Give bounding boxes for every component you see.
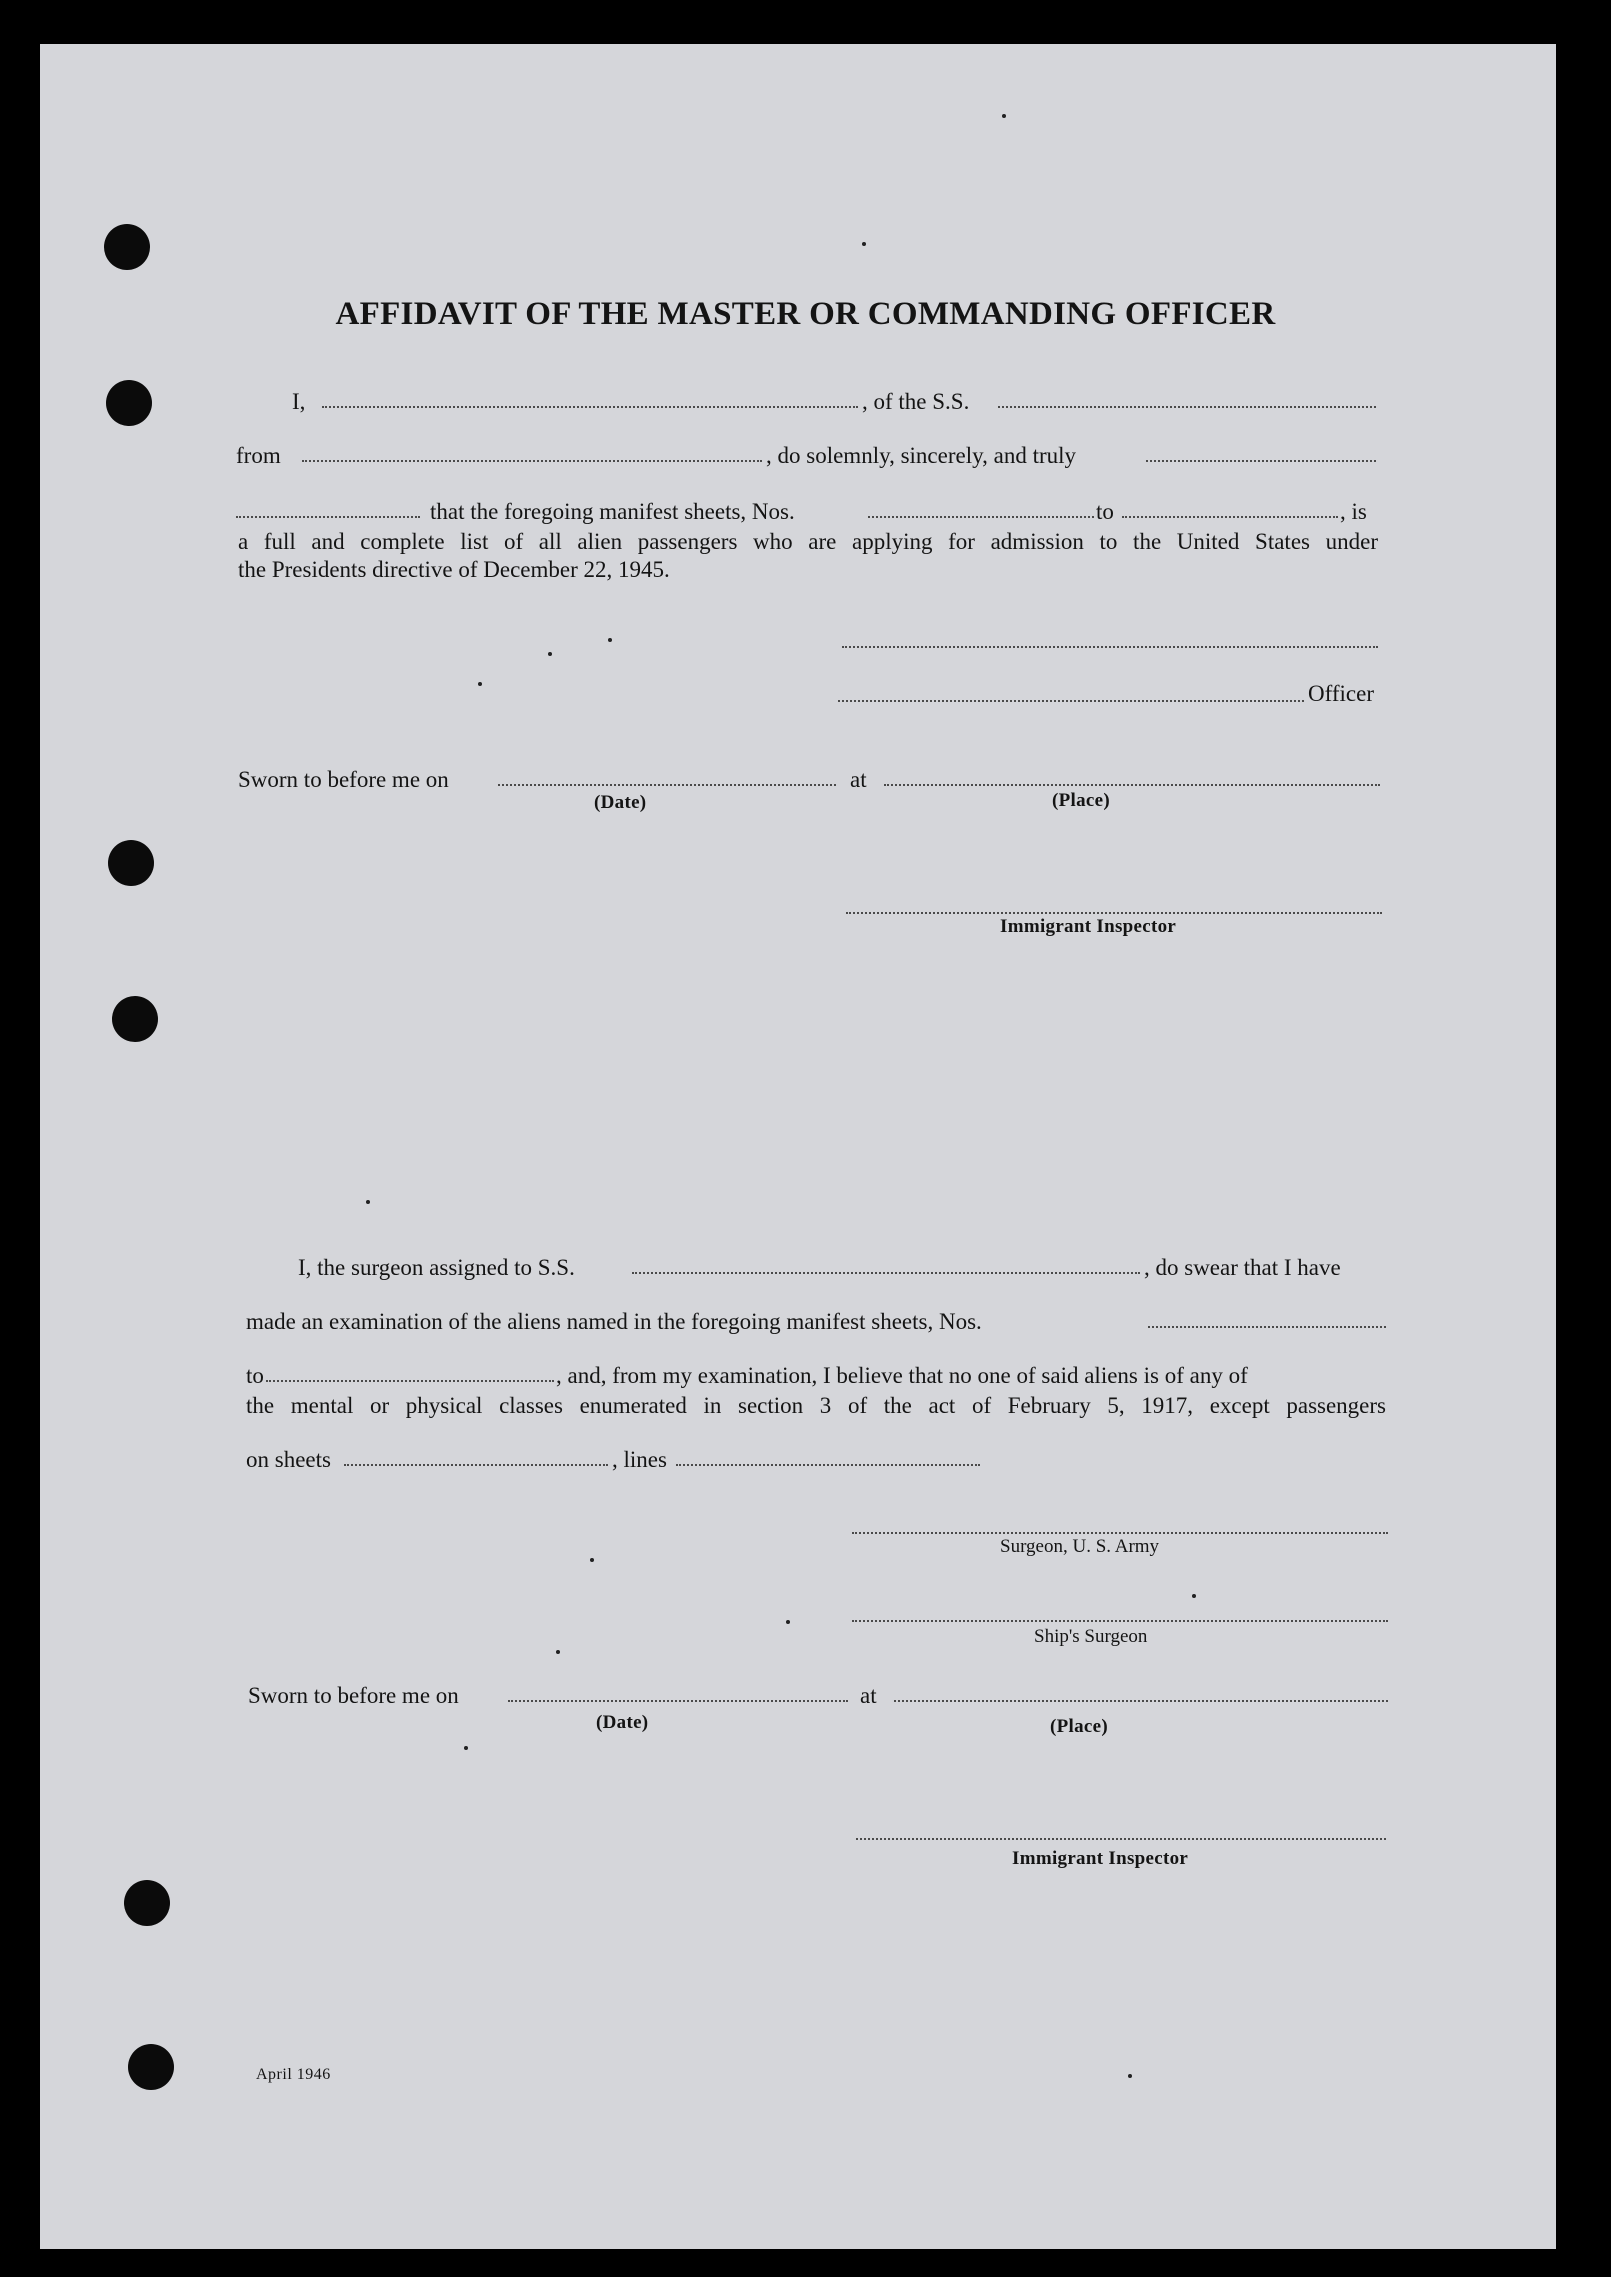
surgeon-l2-text: made an examination of the aliens named in the foregoing manifest sheets, Nos. [246,1309,982,1334]
master-sheets-from-field[interactable] [868,516,1094,518]
master-inspector-signature-line[interactable] [846,912,1382,914]
scan-speck [556,1650,560,1654]
scan-speck [366,1200,370,1204]
master-l1-end: , of the S.S. [862,389,970,414]
surgeon-sheets-to-field[interactable] [266,1380,554,1382]
master-l2-start: from [236,443,281,468]
surgeon-l1-end: , do swear that I have [1144,1255,1341,1280]
master-l1-start: I, [292,389,306,414]
scan-speck [608,638,612,642]
scan-speck [1002,114,1006,118]
surgeon-sworn-place-field[interactable] [894,1700,1388,1702]
master-ship-field[interactable] [998,406,1376,408]
master-signature-line-2[interactable] [838,700,1304,702]
surgeon-l5-start: on sheets [246,1447,331,1472]
scan-speck [548,652,552,656]
master-inspector-label: Immigrant Inspector [1000,916,1177,937]
surgeon-l1-start: I, the surgeon assigned to S.S. [298,1255,575,1280]
master-date-caption: (Date) [594,792,647,813]
binder-hole [124,1880,170,1926]
master-role-field[interactable] [236,516,420,518]
master-l2-end: , do solemnly, sincerely, and truly [766,443,1077,468]
master-line-4: a full and complete list of all alien passengers who are applying for admission to the United States under [238,529,1378,554]
form-page [40,44,1556,2249]
master-truly-field[interactable] [1146,460,1376,462]
master-l3-end: , is [1340,499,1367,524]
surgeon-sworn-start: Sworn to before me on [248,1683,459,1708]
surgeon-sheets-from-field[interactable] [1148,1326,1386,1328]
master-place-caption: (Place) [1052,790,1111,811]
surgeon-on-sheets-field[interactable] [344,1464,608,1466]
scan-speck [590,1558,594,1562]
master-signature-line-1[interactable] [842,646,1378,648]
scan-speck [786,1620,790,1624]
master-sworn-place-field[interactable] [884,784,1380,786]
surgeon-date-caption: (Date) [596,1712,649,1733]
master-sworn-date-field[interactable] [498,784,836,786]
binder-hole [112,996,158,1042]
officer-label: Officer [1308,681,1374,706]
army-surgeon-label: Surgeon, U. S. Army [1000,1536,1160,1557]
army-surgeon-signature-line[interactable] [852,1532,1388,1534]
surgeon-line-4: the mental or physical classes enumerated in section 3 of the act of February 5, 1917, except passengers [246,1393,1386,1418]
surgeon-lines-field[interactable] [676,1464,980,1466]
surgeon-sworn-at: at [860,1683,877,1708]
surgeon-inspector-label: Immigrant Inspector [1012,1848,1189,1869]
master-name-field[interactable] [322,406,858,408]
scan-speck [464,1746,468,1750]
surgeon-l3-end: , and, from my examination, I believe that no one of said aliens is of any of [556,1363,1248,1388]
master-l3-start: that the foregoing manifest sheets, Nos. [430,499,795,524]
ship-surgeon-signature-line[interactable] [852,1620,1388,1622]
master-from-field[interactable] [302,460,762,462]
master-sheets-to-field[interactable] [1122,516,1338,518]
master-l3-to: to [1096,499,1114,524]
surgeon-l5-lines: , lines [612,1447,667,1472]
footer-date: April 1946 [256,2066,331,2083]
scan-speck [862,242,866,246]
ship-surgeon-label: Ship's Surgeon [1034,1626,1148,1647]
binder-hole [104,224,150,270]
scan-speck [1128,2074,1132,2078]
form-title: AFFIDAVIT OF THE MASTER OR COMMANDING OFFICER [335,296,1276,332]
surgeon-l3-to: to [246,1363,264,1388]
master-line-5: the Presidents directive of December 22, 1945. [238,557,670,582]
binder-hole [108,840,154,886]
surgeon-inspector-signature-line[interactable] [856,1838,1386,1840]
master-sworn-at: at [850,767,867,792]
surgeon-place-caption: (Place) [1050,1716,1109,1737]
surgeon-ship-field[interactable] [632,1272,1140,1274]
scan-speck [478,682,482,686]
surgeon-sworn-date-field[interactable] [508,1700,848,1702]
scan-speck [1192,1594,1196,1598]
binder-hole [128,2044,174,2090]
master-sworn-start: Sworn to before me on [238,767,449,792]
